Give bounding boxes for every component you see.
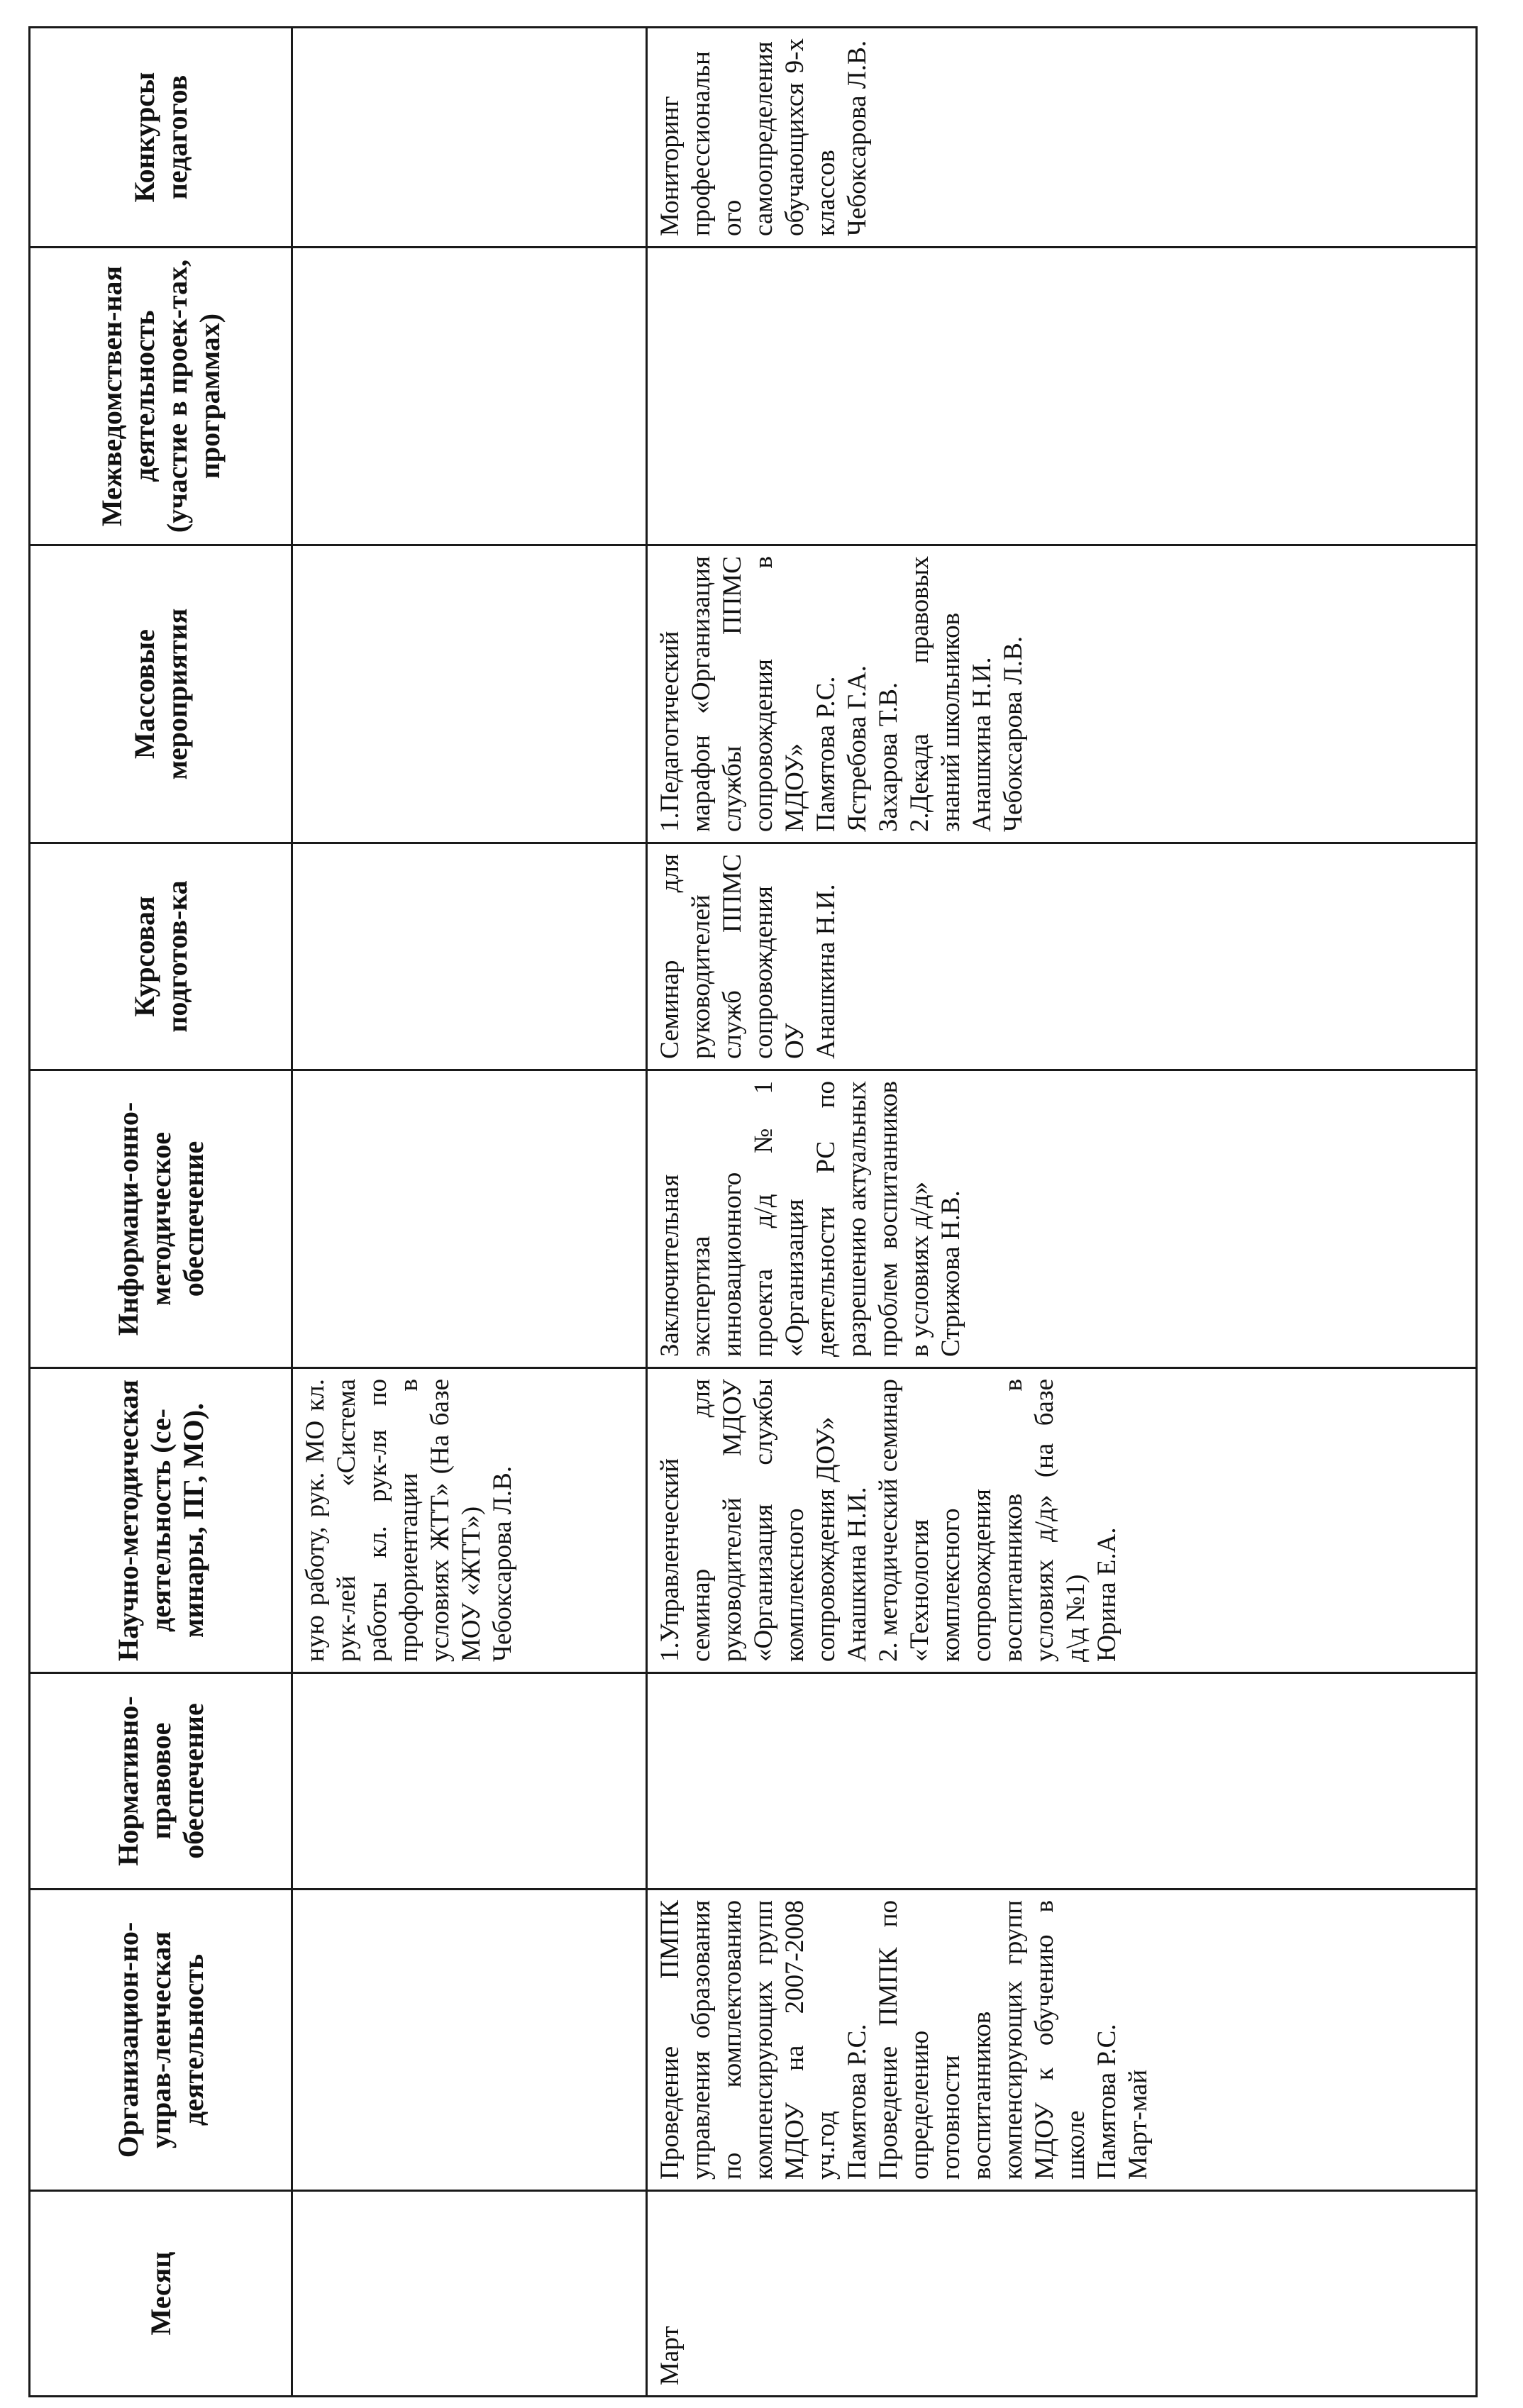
header-contests: Конкурсы педагогов	[30, 28, 292, 248]
table-row-continued	[292, 28, 647, 2397]
header-month: Месяц	[30, 2191, 292, 2397]
header-info: Информаци-онно-методическое обеспечение	[30, 1070, 292, 1368]
header-norm: Нормативно-правовое обеспечение	[30, 1673, 292, 1890]
table-row-march	[647, 28, 1477, 2397]
header-course: Курсовая подготов-ка	[30, 843, 292, 1070]
cell-norm	[647, 1673, 1477, 1890]
cell-inter	[292, 248, 647, 545]
cell-info: Заключительная экспертиза инновационного проекта д/д №1 «Организация деятельности РС по разрешению актуальных проблем воспитанников в условиях д/д» Стрижова Н.В.	[647, 1070, 1477, 1368]
cell-month: Март	[647, 2191, 1477, 2397]
cell-month	[292, 2191, 647, 2397]
cell-course: Семинар для руководителей служб ППМС сопровождения ОУ Анашкина Н.И.	[647, 843, 1477, 1070]
header-mass: Массовые мероприятия	[30, 545, 292, 843]
header-inter: Межведомствен-ная деятельность (участие в проек-тах, программах)	[30, 248, 292, 545]
plan-table	[28, 26, 1478, 2397]
header-sci: Научно-методическая деятельность (се-минары, ПГ, МО).	[30, 1368, 292, 1673]
cell-sci: ную работу, рук. МО кл. рук-лей «Система работы кл. рук-ля по профориентации в условиях ЖТТ» (На базе МОУ «ЖТТ») Чебоксарова Л.В.	[292, 1368, 647, 1673]
cell-sci: 1.Управленческий семинар для руководителей МДОУ «Организация службы комплексного сопровождения ДОУ» Анашкина Н.И. 2. методический семинар «Технология комплексного сопровождения воспитанников в условиях д/д» (на базе д\д №1) Юрина Е.А.	[647, 1368, 1477, 1673]
cell-org	[292, 1890, 647, 2191]
cell-norm	[292, 1673, 647, 1890]
cell-contests: Мониторинг профессионального самоопределения обучающихся 9-х классов Чебоксарова Л.В.	[647, 28, 1477, 248]
cell-contests	[292, 28, 647, 248]
header-row	[30, 28, 292, 2397]
cell-mass	[292, 545, 647, 843]
rotated-page	[28, 28, 1475, 2397]
cell-course	[292, 843, 647, 1070]
cell-info	[292, 1070, 647, 1368]
header-org: Организацион-но-управ-ленческая деятельность	[30, 1890, 292, 2191]
cell-mass: 1.Педагогический марафон «Организация службы ППМС сопровождения в МДОУ» Памятова Р.С. Ястребова Г.А. Захарова Т.В. 2.Декада правовых знаний школьников Анашкина Н.И. Чебоксарова Л.В.	[647, 545, 1477, 843]
cell-inter	[647, 248, 1477, 545]
cell-org: Проведение ПМПК управления образования по комплектованию компенсирующих групп МДОУ на 2007-2008 уч.год Памятова Р.С. Проведение ПМПК по определению готовности воспитанников компенсирующих групп МДОУ к обучению в школе Памятова Р.С. Март-май	[647, 1890, 1477, 2191]
